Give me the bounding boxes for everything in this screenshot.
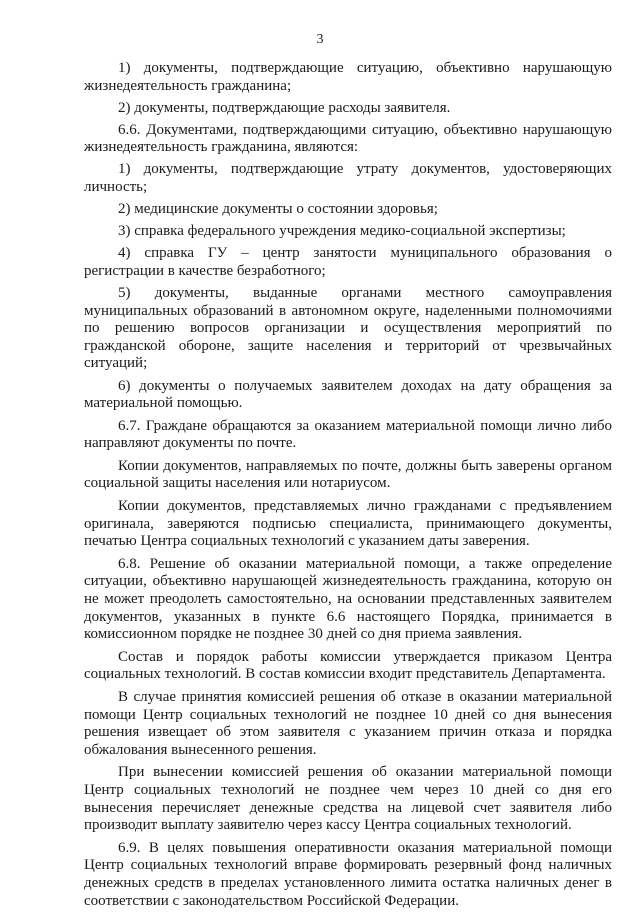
paragraph-6-6-item-2: 2) медицинские документы о состоянии здоровья;	[118, 201, 438, 218]
paragraph-copies-mail: Копии документов, направляемых по почте, должны быть заверены органом социальной защиты населения или нотариусом.	[84, 457, 612, 492]
page-number: 3	[316, 32, 324, 47]
paragraph-6-8: 6.8. Решение об оказании материальной помощи, а также определение ситуации, объективно нарушающей жизнедеятельность гражданина, которую он не может преодолеть самостоятельно, на основании представленных заявителем документов, указанных в пункте 6.6 настоящего Порядка, принимается в комиссионном порядке не позднее 30 дней со дня приема заявления.	[84, 555, 612, 643]
paragraph-6-6-item-4: 4) справка ГУ – центр занятости муниципального образования о регистрации в качестве безработного;	[84, 245, 612, 279]
document-body	[84, 60, 612, 915]
paragraph-commission: Состав и порядок работы комиссии утверждается приказом Центра социальных технологий. В состав комиссии входит представитель Департамента.	[84, 648, 612, 683]
paragraph-6-7: 6.7. Граждане обращаются за оказанием материальной помощи лично либо направляют документы по почте.	[84, 417, 612, 452]
paragraph-copies-personal: Копии документов, представляемых лично гражданами с предъявлением оригинала, заверяются подписью специалиста, принимающего документы, печатью Центра социальных технологий с указанием даты заверения.	[84, 498, 612, 550]
paragraph-2: 2) документы, подтверждающие расходы заявителя.	[118, 99, 451, 116]
paragraph-refusal: В случае принятия комиссией решения об отказе в оказании материальной помощи Центр социальных технологий не позднее 10 дней со дня вынесения решения извещает об этом заявителя с указанием причин отказа и порядка обжалования вынесенного решения.	[84, 689, 612, 758]
paragraph-6-6-item-1: 1) документы, подтверждающие утрату документов, удостоверяющих личность;	[84, 161, 612, 196]
paragraph-6-6: 6.6. Документами, подтверждающими ситуацию, объективно нарушающую жизнедеятельность гражданина, являются:	[84, 121, 612, 156]
paragraph-6-6-item-3: 3) справка федерального учреждения медико-социальной экспертизы;	[118, 223, 566, 240]
paragraph-6-6-item-6: 6) документы о получаемых заявителем доходах на дату обращения за материальной помощью.	[84, 377, 612, 412]
paragraph-6-6-item-5: 5) документы, выданные органами местного самоуправления муниципальных образований в автономном округе, наделенными полномочиями по решению вопросов организации и осуществления мероприятий по гражданской обороне, защите населения и территорий от чрезвычайных ситуаций;	[84, 285, 612, 372]
paragraph-1: 1) документы, подтверждающие ситуацию, объективно нарушающую жизнедеятельность гражданина;	[84, 60, 612, 94]
paragraph-6-9: 6.9. В целях повышения оперативности оказания материальной помощи Центр социальных технологий вправе формировать резервный фонд наличных денежных средств в пределах установленного лимита остатка наличных денег в соответствии с законодательством Российской Федерации.	[84, 839, 612, 909]
paragraph-payment: При вынесении комиссией решения об оказании материальной помощи Центр социальных технологий не позднее чем через 10 дней со дня его вынесения перечисляет денежные средства на лицевой счет заявителя либо производит выплату заявителю через кассу Центра социальных технологий.	[84, 764, 612, 834]
